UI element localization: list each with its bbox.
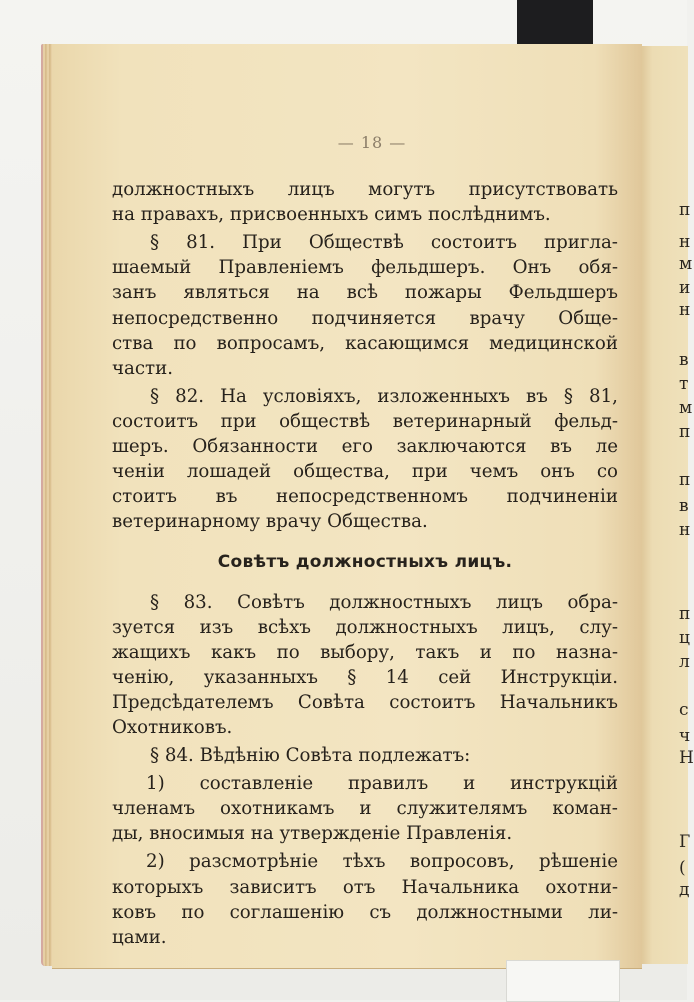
text-line: шеръ. Обязанности его заключаются въ ле — [112, 436, 618, 458]
facing-page-letter: т — [679, 374, 689, 394]
facing-page-letter: п — [679, 200, 691, 220]
text-line: § 82. На условіяхъ, изложенныхъ въ § 81, — [150, 385, 618, 407]
facing-page-letter: н — [679, 520, 691, 540]
text-line: ковъ по соглашенію съ должностными ли- — [112, 901, 618, 923]
text-line: части. — [112, 357, 174, 379]
text-line: шаемый Правленіемъ фельдшеръ. Онъ обя- — [112, 257, 618, 279]
facing-page-letter: Н — [679, 748, 694, 768]
page-number: — 18 — — [337, 133, 407, 152]
text-line: зуется изъ всѣхъ должностныхъ лицъ, слу- — [112, 616, 618, 638]
facing-page-letter: п — [679, 422, 691, 442]
text-line: стоитъ въ непосредственномъ подчиненіи — [112, 486, 618, 508]
text-line: состоитъ при обществѣ ветеринарный фельд- — [112, 410, 618, 432]
text-line: ченію, указанныхъ § 14 сей Инструкціи. — [112, 666, 618, 688]
facing-page-letter: н — [679, 232, 691, 252]
text-line: непосредственно подчиняется врачу Обще- — [112, 307, 618, 329]
text-line: 2) разсмотрѣніе тѣхъ вопросовъ, рѣшеніе — [146, 851, 618, 873]
text-line: должностныхъ лицъ могутъ присутствовать — [112, 179, 618, 201]
facing-page-letter: м — [679, 398, 693, 418]
facing-page-letter: п — [679, 604, 691, 624]
facing-page-letter: с — [679, 700, 689, 720]
text-line: цами. — [112, 926, 167, 948]
paragraphs — [112, 177, 618, 950]
text-line: членамъ охотникамъ и служителямъ коман- — [112, 798, 618, 820]
facing-page-letter: ч — [679, 726, 691, 746]
text-line: жащихъ какъ по выбору, такъ и по назна- — [112, 641, 618, 663]
paragraph — [112, 384, 618, 535]
paragraph — [112, 177, 618, 227]
text-line: на правахъ, присвоенныхъ симъ послѣднимъ. — [112, 204, 551, 226]
paragraph — [112, 230, 618, 381]
paragraph — [112, 590, 618, 741]
facing-page-letter: н — [679, 300, 691, 320]
text-line: Предсѣдателемъ Совѣта состоитъ Начальникъ — [112, 691, 618, 713]
facing-page-letter: в — [679, 350, 689, 370]
paragraph — [112, 771, 618, 846]
text-line: § 84. Вѣдѣнію Совѣта подлежатъ: — [150, 745, 471, 767]
text-line: ченіи лошадей общества, при чемъ онъ со — [112, 461, 618, 483]
paragraph — [112, 849, 618, 949]
text-line: § 81. При Обществѣ состоитъ пригла- — [150, 232, 618, 254]
section-title: Совѣтъ должностныхъ лицъ. — [217, 552, 513, 573]
text-line: Охотниковъ. — [112, 716, 233, 738]
paper-strip — [506, 960, 620, 1002]
facing-page-letter: ц — [679, 628, 690, 648]
text-line: ды, вносимыя на утвержденіе Правленія. — [112, 823, 513, 845]
facing-page-letter: ( — [679, 858, 686, 878]
facing-page-letter: д — [679, 880, 690, 900]
facing-page-letter: в — [679, 496, 689, 516]
page-text — [112, 130, 618, 950]
text-line: § 83. Совѣтъ должностныхъ лицъ обра- — [150, 591, 618, 613]
facing-page-letter: и — [679, 278, 691, 298]
facing-page-letter: п — [679, 470, 691, 490]
text-line: ветеринарному врачу Общества. — [112, 511, 428, 533]
text-line: занъ являться на всѣ пожары Фельдшеръ — [112, 282, 618, 304]
text-line: ства по вопросамъ, касающимся медицинской — [112, 332, 618, 354]
text-line: которыхъ зависитъ отъ Начальника охотни- — [112, 876, 618, 898]
text-line: 1) составленіе правилъ и инструкцій — [146, 773, 618, 795]
facing-page-letter: Г — [679, 832, 691, 852]
facing-page-letter: л — [679, 652, 690, 672]
paragraph — [112, 743, 618, 768]
facing-page-letter: м — [679, 254, 693, 274]
